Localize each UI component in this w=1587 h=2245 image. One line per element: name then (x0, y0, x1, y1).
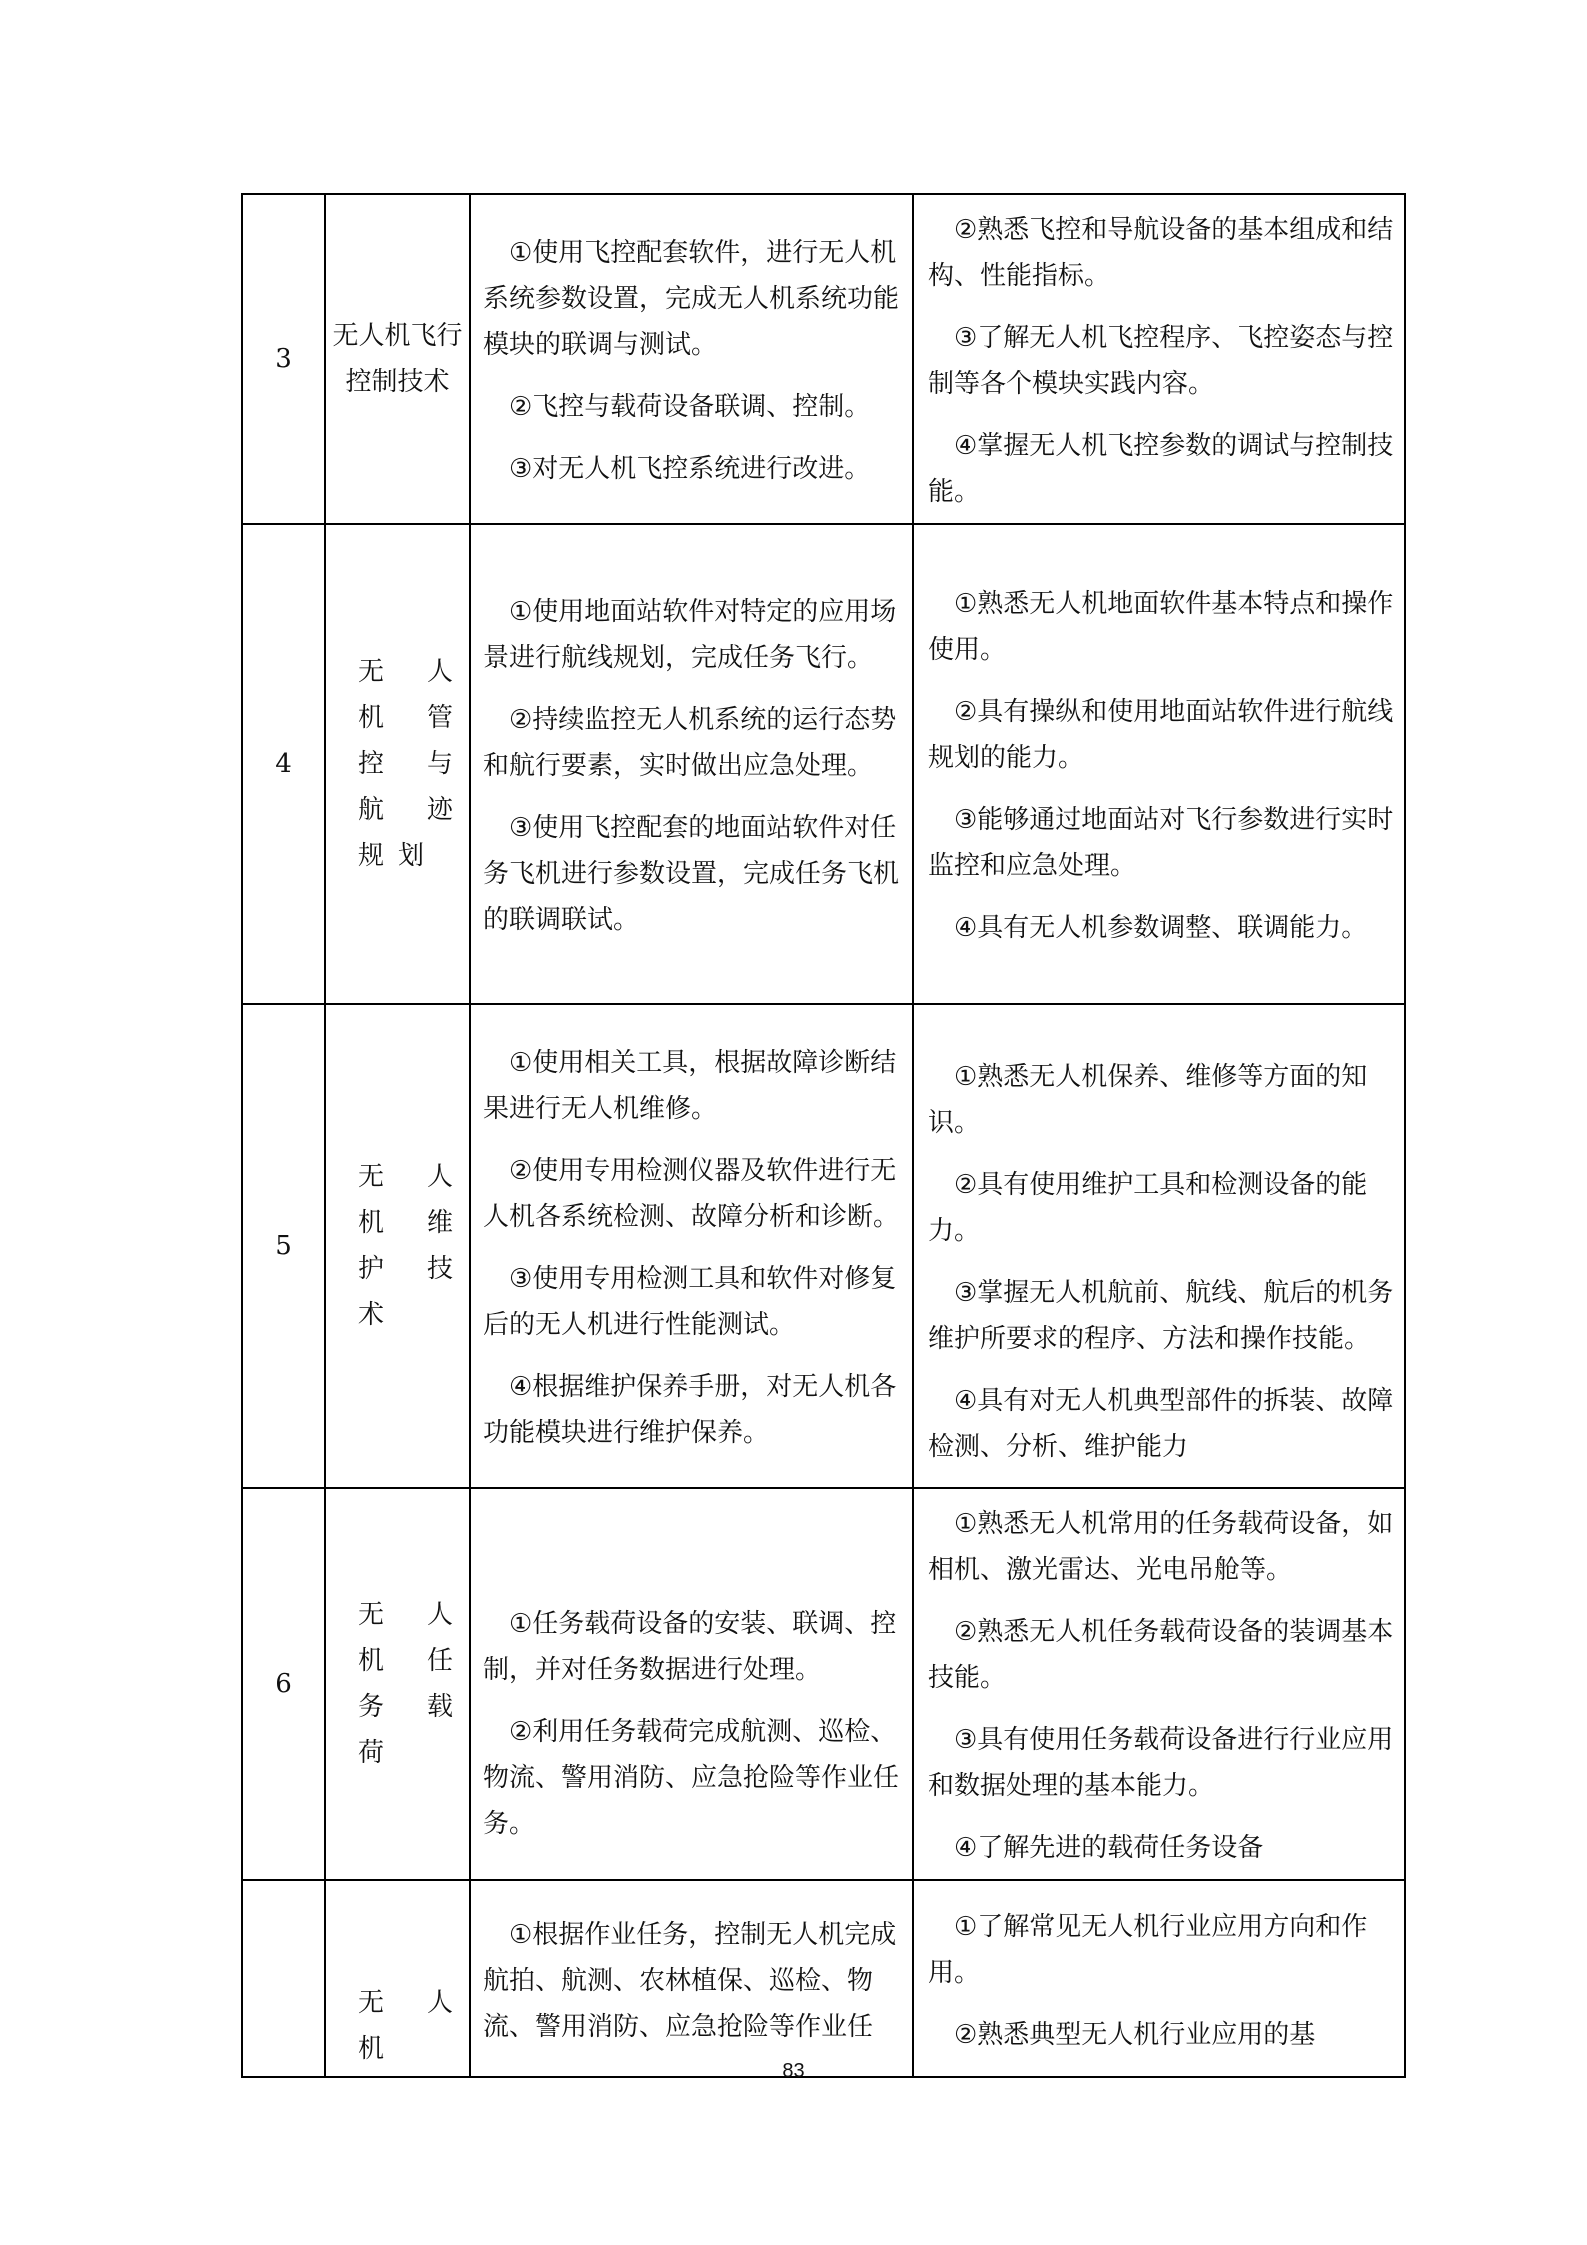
task-item: ①使用相关工具，根据故障诊断结果进行无人机维修。 (483, 1048, 897, 1124)
row-number: 5 (242, 1004, 325, 1488)
requirement-cell (913, 1488, 1405, 1880)
course-name: 无人机管控与航迹规划 (358, 657, 467, 871)
requirement-item: ①了解常见无人机行业应用方向和作用。 (928, 1911, 1368, 1988)
task-item: ②飞控与载荷设备联调、控制。 (509, 392, 871, 422)
table-row (242, 1004, 1405, 1488)
row-number (242, 1880, 325, 2077)
row-number: 6 (242, 1488, 325, 1880)
table-row (242, 194, 1405, 524)
requirement-item: ③了解无人机飞控程序、飞控姿态与控制等各个模块实践内容。 (928, 323, 1394, 399)
table-row (242, 1488, 1405, 1880)
task-item: ③对无人机飞控系统进行改进。 (509, 454, 871, 484)
requirement-item: ③能够通过地面站对飞行参数进行实时监控和应急处理。 (928, 805, 1394, 881)
requirement-cell (913, 194, 1405, 524)
course-name-cell (325, 1004, 470, 1488)
requirement-item: ②具有操纵和使用地面站软件进行航线规划的能力。 (928, 697, 1394, 773)
requirement-item: ①熟悉无人机常用的任务载荷设备，如相机、激光雷达、光电吊舱等。 (928, 1509, 1394, 1585)
requirement-item: ②熟悉无人机任务载荷设备的装调基本技能。 (928, 1617, 1394, 1693)
task-item: ②使用专用检测仪器及软件进行无人机各系统检测、故障分析和诊断。 (483, 1156, 900, 1232)
requirement-cell (913, 1880, 1405, 2077)
task-item: ①使用飞控配套软件，进行无人机系统参数设置，完成无人机系统功能模块的联调与测试。 (483, 238, 900, 360)
page-number: 83 (782, 2060, 805, 2082)
course-name-cell (325, 1488, 470, 1880)
requirement-item: ②熟悉典型无人机行业应用的基 (954, 2019, 1316, 2050)
requirement-item: ④了解先进的载荷任务设备 (954, 1833, 1264, 1863)
course-name-cell (325, 1880, 470, 2077)
work-task-cell (470, 1880, 913, 2077)
requirement-item: ④具有对无人机典型部件的拆装、故障检测、分析、维护能力 (928, 1386, 1394, 1462)
course-name: 无人机飞行控制技术 (332, 321, 463, 397)
course-name-cell (325, 194, 470, 524)
course-name: 无人机维护技术 (358, 1162, 467, 1330)
task-item: ①任务载荷设备的安装、联调、控制，并对任务数据进行处理。 (483, 1609, 897, 1685)
task-item: ③使用专用检测工具和软件对修复后的无人机进行性能测试。 (483, 1264, 897, 1340)
task-item: ②持续监控无人机系统的运行态势和航行要素，实时做出应急处理。 (483, 705, 897, 781)
course-name: 无人机任务载荷 (358, 1600, 467, 1768)
task-item: ①根据作业任务，控制无人机完成航拍、航测、农林植保、巡检、物流、警用消防、应急抢险等作业任 (483, 1919, 897, 2042)
task-item: ③使用飞控配套的地面站软件对任务飞机进行参数设置，完成任务飞机的联调联试。 (483, 813, 900, 935)
work-task-cell (470, 194, 913, 524)
task-item: ④根据维护保养手册，对无人机各功能模块进行维护保养。 (483, 1372, 897, 1448)
requirement-item: ②熟悉飞控和导航设备的基本组成和结构、性能指标。 (928, 215, 1394, 291)
course-name: 无人机 (358, 1988, 467, 2064)
work-task-cell (470, 524, 913, 1004)
task-item: ①使用地面站软件对特定的应用场景进行航线规划，完成任务飞行。 (483, 597, 897, 673)
row-number: 3 (242, 194, 325, 524)
requirement-item: ③掌握无人机航前、航线、航后的机务维护所要求的程序、方法和操作技能。 (928, 1278, 1394, 1354)
work-task-cell (470, 1004, 913, 1488)
course-name-cell (325, 524, 470, 1004)
work-task-cell (470, 1488, 913, 1880)
table-row (242, 524, 1405, 1004)
table-row (242, 1880, 1405, 2077)
requirement-item: ①熟悉无人机保养、维修等方面的知识。 (928, 1062, 1368, 1138)
requirement-item: ④具有无人机参数调整、联调能力。 (954, 913, 1368, 943)
requirement-item: ③具有使用任务载荷设备进行行业应用和数据处理的基本能力。 (928, 1725, 1394, 1801)
requirement-item: ①熟悉无人机地面软件基本特点和操作使用。 (928, 589, 1394, 665)
curriculum-table (241, 193, 1406, 2078)
requirement-cell (913, 1004, 1405, 1488)
task-item: ②利用任务载荷完成航测、巡检、物流、警用消防、应急抢险等作业任务。 (483, 1717, 900, 1839)
requirement-item: ④掌握无人机飞控参数的调试与控制技能。 (928, 431, 1394, 507)
requirement-item: ②具有使用维护工具和检测设备的能力。 (928, 1170, 1368, 1246)
requirement-cell (913, 524, 1405, 1004)
row-number: 4 (242, 524, 325, 1004)
